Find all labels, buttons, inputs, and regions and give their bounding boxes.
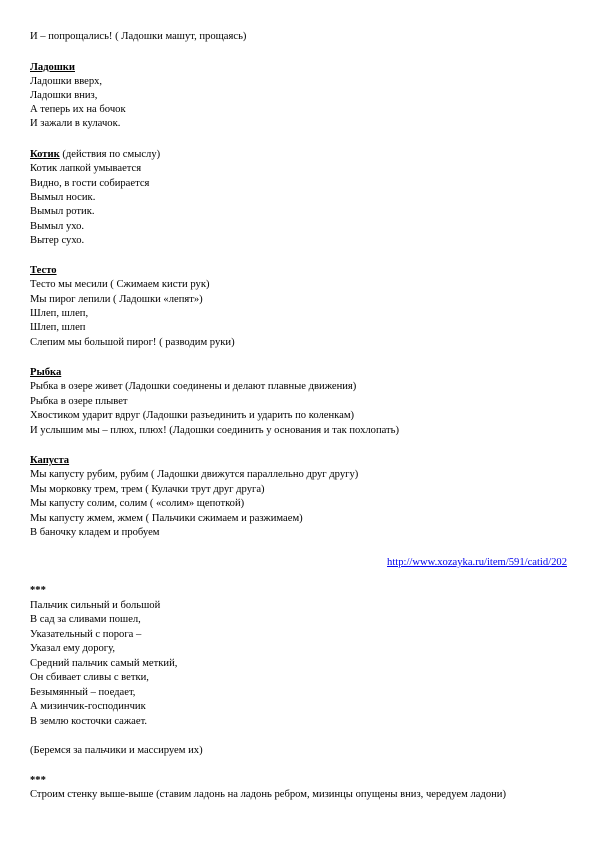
verse-line: Мы капусту солим, солим ( «солим» щепоткой) (30, 498, 245, 509)
source-link[interactable]: http://www.xozayka.ru/item/591/catid/202 (387, 557, 567, 568)
poem-line: А мизинчик-господинчик (30, 701, 146, 712)
verse-line: Видно, в гости собирается (30, 178, 150, 189)
section-title-testo: Тесто (30, 265, 57, 276)
poem-line: Указательный с порога – (30, 629, 142, 640)
section-header-kotik (30, 148, 160, 161)
section-separator: *** (30, 775, 46, 786)
verse-line: Мы капусту рубим, рубим ( Ладошки движутся параллельно друг другу) (30, 469, 359, 480)
verse-line: Рыбка в озере живет (Ладошки соединены и делают плавные движения) (30, 381, 357, 392)
verse-line: Котик лапкой умывается (30, 163, 142, 174)
section-title-note: (действия по смыслу) (59, 149, 161, 160)
verse-line: Ладошки вверх, (30, 76, 103, 87)
poem-line: Безымянный – поедает, (30, 687, 136, 698)
verse-line: Мы пирог лепили ( Ладошки «лепят») (30, 294, 203, 305)
section-title-kotik: Котик (30, 149, 60, 160)
section-separator: *** (30, 585, 46, 596)
section-title-kapusta: Капуста (30, 455, 70, 466)
verse-line: Вымыл ротик. (30, 206, 95, 217)
verse-line: В баночку кладем и пробуем (30, 527, 160, 538)
verse-line: Шлеп, шлеп, (30, 308, 89, 319)
verse-line: Шлеп, шлеп (30, 322, 86, 333)
verse-line: Вымыл носик. (30, 192, 96, 203)
section-title-rybka: Рыбка (30, 367, 62, 378)
verse-line: Вымыл ухо. (30, 221, 85, 232)
poem-line: В сад за сливами пошел, (30, 614, 141, 625)
poem-line: Пальчик сильный и большой (30, 600, 161, 611)
verse-line: А теперь их на бочок (30, 104, 126, 115)
last-line: Строим стенку выше-выше (ставим ладонь на ладонь ребром, мизинцы опущены вниз, чередуем ладони) (30, 789, 506, 800)
verse-line: Мы капусту жмем, жмем ( Пальчики сжимаем и разжимаем) (30, 513, 303, 524)
poem-line: В землю косточки сажает. (30, 716, 148, 727)
section-title-ladoshki: Ладошки (30, 62, 75, 73)
poem-line: Указал ему дорогу, (30, 643, 116, 654)
intro-line: И – попрощались! ( Ладошки машут, прощаясь) (30, 31, 247, 42)
poem-line: Он сбивает сливы с ветки, (30, 672, 149, 683)
verse-line: Рыбка в озере плывет (30, 396, 128, 407)
poem-note: (Беремся за пальчики и массируем их) (30, 745, 203, 756)
verse-line: Слепим мы большой пирог! ( разводим руки) (30, 337, 235, 348)
verse-line: Тесто мы месили ( Сжимаем кисти рук) (30, 279, 210, 290)
verse-line: Вытер сухо. (30, 235, 85, 246)
verse-line: Мы морковку трем, трем ( Кулачки трут друг друга) (30, 484, 265, 495)
verse-line: И услышим мы – плюх, плюх! (Ладошки соединить у основания и так похлопать) (30, 425, 400, 436)
verse-line: Ладошки вниз, (30, 90, 98, 101)
verse-line: И зажали в кулачок. (30, 118, 121, 129)
poem-line: Средний пальчик самый меткий, (30, 658, 178, 669)
verse-line: Хвостиком ударит вдруг (Ладошки разъединить и ударить по коленкам) (30, 410, 355, 421)
